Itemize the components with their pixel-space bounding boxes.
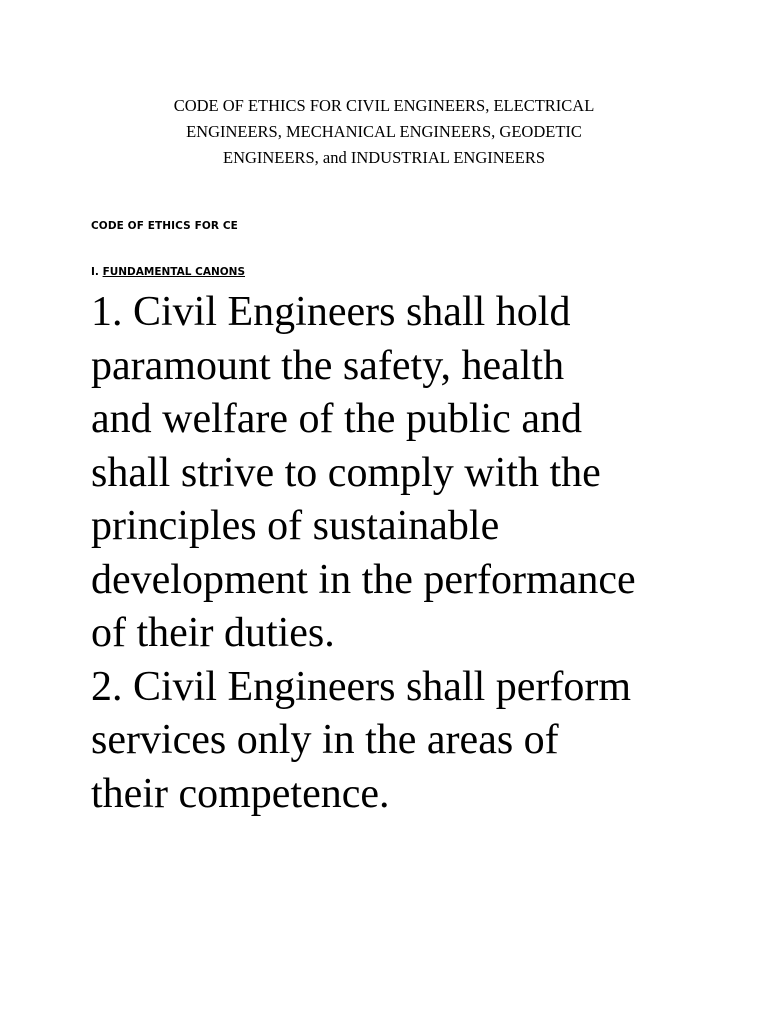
subsection-heading <box>91 265 245 279</box>
subsection-number: I. <box>91 266 103 278</box>
canon-line: paramount the safety, health <box>91 342 565 389</box>
title-line: ENGINEERS, MECHANICAL ENGINEERS, GEODETIC <box>186 122 582 141</box>
canon-line: services only in the areas of <box>91 717 559 763</box>
canons-text <box>91 286 731 821</box>
section-heading: CODE OF ETHICS FOR CE <box>91 220 238 232</box>
canon-line: shall strive to comply with the <box>91 449 601 496</box>
canon-line: 2. Civil Engineers shall perform <box>91 663 632 710</box>
canon-line: principles of sustainable <box>91 503 500 549</box>
canon-line: and welfare of the public and <box>91 396 582 442</box>
title-line: ENGINEERS, and INDUSTRIAL ENGINEERS <box>222 148 546 167</box>
title-line: CODE OF ETHICS FOR CIVIL ENGINEERS, ELECTRICAL <box>173 96 595 115</box>
document-title <box>90 93 678 171</box>
canon-line: of their duties. <box>91 610 335 656</box>
subsection-title: FUNDAMENTAL CANONS <box>102 266 246 278</box>
canon-line: their competence. <box>91 770 390 817</box>
canon-line: 1. Civil Engineers shall hold <box>91 289 571 335</box>
canon-line: development in the performance <box>91 556 636 603</box>
